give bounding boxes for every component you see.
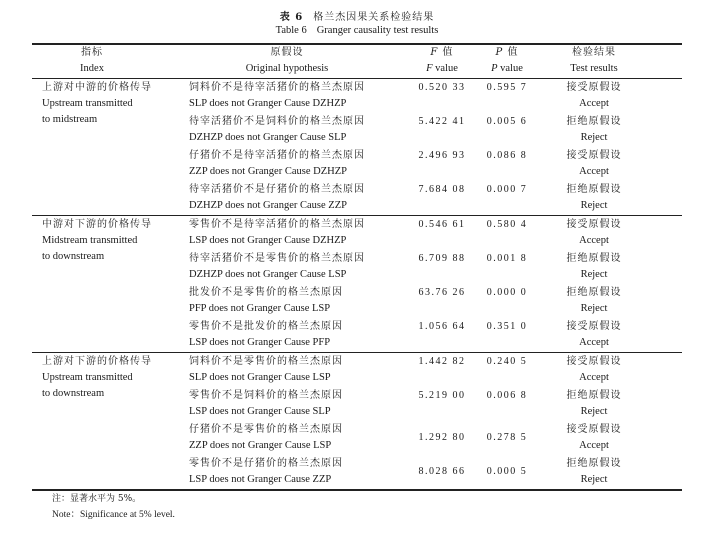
p-value: 0.000 5: [486, 466, 528, 477]
header-p-cn: P 值: [495, 47, 519, 58]
header-f-en: F value: [426, 63, 458, 74]
group-index-en: Upstream transmitted: [42, 372, 133, 383]
group-index: [42, 354, 182, 402]
header-rule: [32, 78, 682, 79]
hypothesis-cell: [189, 456, 399, 488]
hypothesis-cell: [189, 422, 399, 454]
hypothesis-cell: [189, 319, 399, 351]
test-result: [544, 80, 644, 112]
header-index-en: Index: [80, 63, 104, 74]
hypothesis-cn: 零售价不是待宰活猪价的格兰杰原因: [189, 219, 365, 230]
header-index-cn: 指标: [81, 47, 103, 58]
table-caption-en: Granger causality test results: [316, 25, 439, 36]
hypothesis-en: LSP does not Granger Cause PFP: [189, 337, 331, 348]
group-index-cn: 上游对中游的价格传导: [42, 82, 152, 93]
hypothesis-cn: 待宰活猪价不是零售价的格兰杰原因: [189, 253, 365, 264]
result-cn: 拒绝原假设: [566, 287, 622, 298]
header-index: [32, 45, 152, 77]
p-value: 0.000 7: [486, 184, 528, 195]
test-result: [544, 388, 644, 420]
group-index-en: to midstream: [42, 114, 98, 125]
p-value: 0.000 0: [486, 287, 528, 298]
result-en: Accept: [579, 235, 609, 246]
table-caption-cn: 格兰杰因果关系检验结果: [313, 12, 435, 23]
f-value: 5.219 00: [418, 390, 466, 401]
note-cn: 注：显著水平为 5%。: [52, 494, 142, 504]
test-result: [544, 422, 644, 454]
header-p-value: [462, 45, 552, 77]
p-value: 0.086 8: [486, 150, 528, 161]
result-en: Reject: [580, 200, 608, 211]
result-en: Accept: [579, 98, 609, 109]
result-cn: 接受原假设: [566, 219, 622, 230]
table-number-en: Table 6: [275, 25, 307, 36]
p-value: 0.001 8: [486, 253, 528, 264]
group-index-en: Midstream transmitted: [42, 235, 138, 246]
p-value: 0.595 7: [486, 82, 528, 93]
result-en: Reject: [580, 303, 608, 314]
f-value: 7.684 08: [418, 184, 466, 195]
f-value: 2.496 93: [418, 150, 466, 161]
result-en: Accept: [579, 337, 609, 348]
p-value: 0.240 5: [486, 356, 528, 367]
header-test-results: [544, 45, 644, 77]
test-result: [544, 114, 644, 146]
hypothesis-en: ZZP does not Granger Cause LSP: [189, 440, 332, 451]
f-value: 0.546 61: [418, 219, 466, 230]
header-res-cn: 检验结果: [572, 47, 616, 58]
hypothesis-cn: 零售价不是仔猪价的格兰杰原因: [189, 458, 343, 469]
f-value: 8.028 66: [418, 466, 466, 477]
group-divider-1: [32, 215, 682, 216]
hypothesis-en: LSP does not Granger Cause ZZP: [189, 474, 332, 485]
f-value: 5.422 41: [418, 116, 466, 127]
hypothesis-en: DZHZP does not Granger Cause LSP: [189, 269, 347, 280]
header-hyp-en: Original hypothesis: [245, 63, 329, 74]
hypothesis-cn: 批发价不是零售价的格兰杰原因: [189, 287, 343, 298]
test-result: [544, 354, 644, 386]
hypothesis-en: ZZP does not Granger Cause DZHZP: [189, 166, 347, 177]
group-index-en: Upstream transmitted: [42, 98, 133, 109]
hypothesis-cell: [189, 114, 399, 146]
group-index-cn: 上游对下游的价格传导: [42, 356, 152, 367]
group-index-en: to downstream: [42, 388, 105, 399]
test-result: [544, 182, 644, 214]
hypothesis-en: PFP does not Granger Cause LSP: [189, 303, 331, 314]
group-index: [42, 217, 182, 265]
result-cn: 拒绝原假设: [566, 390, 622, 401]
f-value: 1.056 64: [418, 321, 466, 332]
table-title-cn: [0, 8, 714, 23]
table-title-en: [0, 25, 714, 36]
test-result: [544, 217, 644, 249]
p-value: 0.351 0: [486, 321, 528, 332]
header-res-en: Test results: [570, 63, 618, 74]
group-index-en: to downstream: [42, 251, 105, 262]
p-value: 0.006 8: [486, 390, 528, 401]
hypothesis-en: DZHZP does not Granger Cause ZZP: [189, 200, 347, 211]
test-result: [544, 319, 644, 351]
hypothesis-cn: 饲料价不是待宰活猪价的格兰杰原因: [189, 82, 365, 93]
result-cn: 拒绝原假设: [566, 184, 622, 195]
header-hypothesis: [182, 45, 392, 77]
f-value: 0.520 33: [418, 82, 466, 93]
hypothesis-cell: [189, 148, 399, 180]
hypothesis-cn: 零售价不是批发价的格兰杰原因: [189, 321, 343, 332]
hypothesis-cell: [189, 217, 399, 249]
hypothesis-cell: [189, 285, 399, 317]
table-number-cn: 表 6: [279, 12, 304, 23]
hypothesis-en: LSP does not Granger Cause DZHZP: [189, 235, 347, 246]
header-f-cn: F 值: [430, 47, 454, 58]
test-result: [544, 285, 644, 317]
hypothesis-cell: [189, 182, 399, 214]
result-en: Accept: [579, 166, 609, 177]
hypothesis-cn: 零售价不是饲料价的格兰杰原因: [189, 390, 343, 401]
result-en: Accept: [579, 372, 609, 383]
hypothesis-cn: 饲料价不是零售价的格兰杰原因: [189, 356, 343, 367]
hypothesis-cell: [189, 80, 399, 112]
result-cn: 接受原假设: [566, 356, 622, 367]
hypothesis-cn: 仔猪价不是待宰活猪价的格兰杰原因: [189, 150, 365, 161]
result-en: Accept: [579, 440, 609, 451]
header-p-en: P value: [491, 63, 523, 74]
f-value: 1.292 80: [418, 432, 466, 443]
hypothesis-cn: 待宰活猪价不是饲料价的格兰杰原因: [189, 116, 365, 127]
result-en: Reject: [580, 132, 608, 143]
hypothesis-cn: 仔猪价不是零售价的格兰杰原因: [189, 424, 343, 435]
hypothesis-en: SLP does not Granger Cause LSP: [189, 372, 331, 383]
group-divider-2: [32, 352, 682, 353]
result-cn: 拒绝原假设: [566, 458, 622, 469]
result-cn: 接受原假设: [566, 321, 622, 332]
f-value: 6.709 88: [418, 253, 466, 264]
header-hyp-cn: 原假设: [270, 47, 304, 58]
p-value: 0.005 6: [486, 116, 528, 127]
p-value: 0.278 5: [486, 432, 528, 443]
group-index: [42, 80, 182, 128]
group-index-cn: 中游对下游的价格传导: [42, 219, 152, 230]
test-result: [544, 251, 644, 283]
f-value: 63.76 26: [418, 287, 466, 298]
hypothesis-cn: 待宰活猪价不是仔猪价的格兰杰原因: [189, 184, 365, 195]
hypothesis-en: SLP does not Granger Cause DZHZP: [189, 98, 347, 109]
result-cn: 接受原假设: [566, 82, 622, 93]
hypothesis-en: LSP does not Granger Cause SLP: [189, 406, 331, 417]
p-value: 0.580 4: [486, 219, 528, 230]
result-cn: 接受原假设: [566, 150, 622, 161]
result-en: Reject: [580, 269, 608, 280]
hypothesis-cell: [189, 251, 399, 283]
bottom-rule: [32, 489, 682, 491]
result-cn: 拒绝原假设: [566, 116, 622, 127]
hypothesis-cell: [189, 388, 399, 420]
test-result: [544, 456, 644, 488]
result-cn: 拒绝原假设: [566, 253, 622, 264]
test-result: [544, 148, 644, 180]
result-en: Reject: [580, 406, 608, 417]
result-en: Reject: [580, 474, 608, 485]
result-cn: 接受原假设: [566, 424, 622, 435]
hypothesis-cell: [189, 354, 399, 386]
note-en: Note：Significance at 5% level.: [52, 510, 175, 520]
f-value: 1.442 82: [418, 356, 466, 367]
hypothesis-en: DZHZP does not Granger Cause SLP: [189, 132, 347, 143]
